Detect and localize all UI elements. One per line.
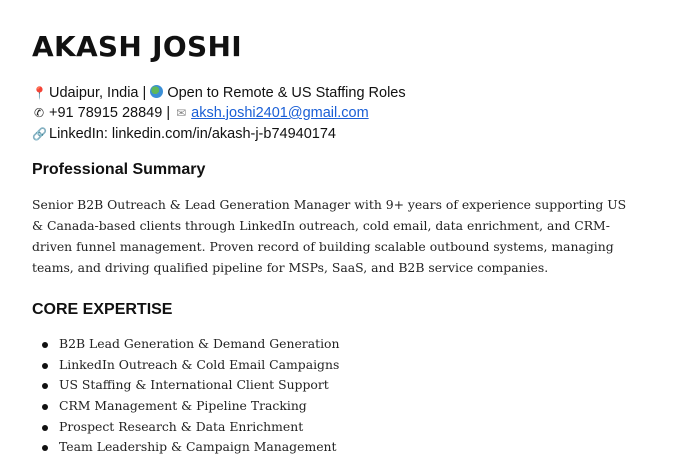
summary-heading: Professional Summary — [32, 161, 206, 178]
link-icon: 🔗 — [32, 127, 47, 141]
summary-text: Senior B2B Outreach & Lead Generation Manager with 9+ years of experience supporting US & Canada-based clients through LinkedIn outreach, cold email, data enrichment, and CRM-driven funnel management. Proven record of building scalable outbound systems, managing teams, and driving qualified pipeline for MSPs, SaaS, and B2B service companies. — [32, 197, 627, 275]
bullet-icon — [42, 363, 48, 369]
list-item: Prospect Research & Data Enrichment — [32, 417, 339, 438]
list-item: LinkedIn Outreach & Cold Email Campaigns — [32, 355, 339, 376]
pin-icon: 📍 — [32, 86, 47, 100]
list-item: US Staffing & International Client Support — [32, 375, 339, 396]
email-link[interactable]: aksh.joshi2401@gmail.com — [191, 105, 369, 121]
globe-icon — [150, 85, 163, 98]
location-text: Udaipur, India | — [49, 85, 147, 101]
contact-line-location — [32, 83, 406, 103]
contact-line-linkedin — [32, 124, 336, 144]
bullet-icon — [42, 342, 48, 348]
bullet-icon — [42, 425, 48, 431]
list-item: CRM Management & Pipeline Tracking — [32, 396, 339, 417]
envelope-icon: ✉ — [176, 106, 187, 120]
list-item: Team Leadership & Campaign Management — [32, 437, 339, 458]
phone-text: +91 78915 28849 | — [49, 105, 171, 121]
phone-icon: ✆ — [33, 106, 45, 120]
contact-line-phone-email — [32, 103, 369, 123]
bullet-icon — [42, 383, 48, 389]
bullet-icon — [42, 445, 48, 451]
remote-text: Open to Remote & US Staffing Roles — [167, 85, 406, 101]
linkedin-text: LinkedIn: linkedin.com/in/akash-j-b74940174 — [49, 126, 336, 142]
candidate-name: AKASH JOSHI — [32, 30, 242, 63]
bullet-icon — [42, 404, 48, 410]
list-item: B2B Lead Generation & Demand Generation — [32, 334, 339, 355]
expertise-list — [32, 334, 339, 458]
expertise-heading: CORE EXPERTISE — [32, 301, 173, 318]
